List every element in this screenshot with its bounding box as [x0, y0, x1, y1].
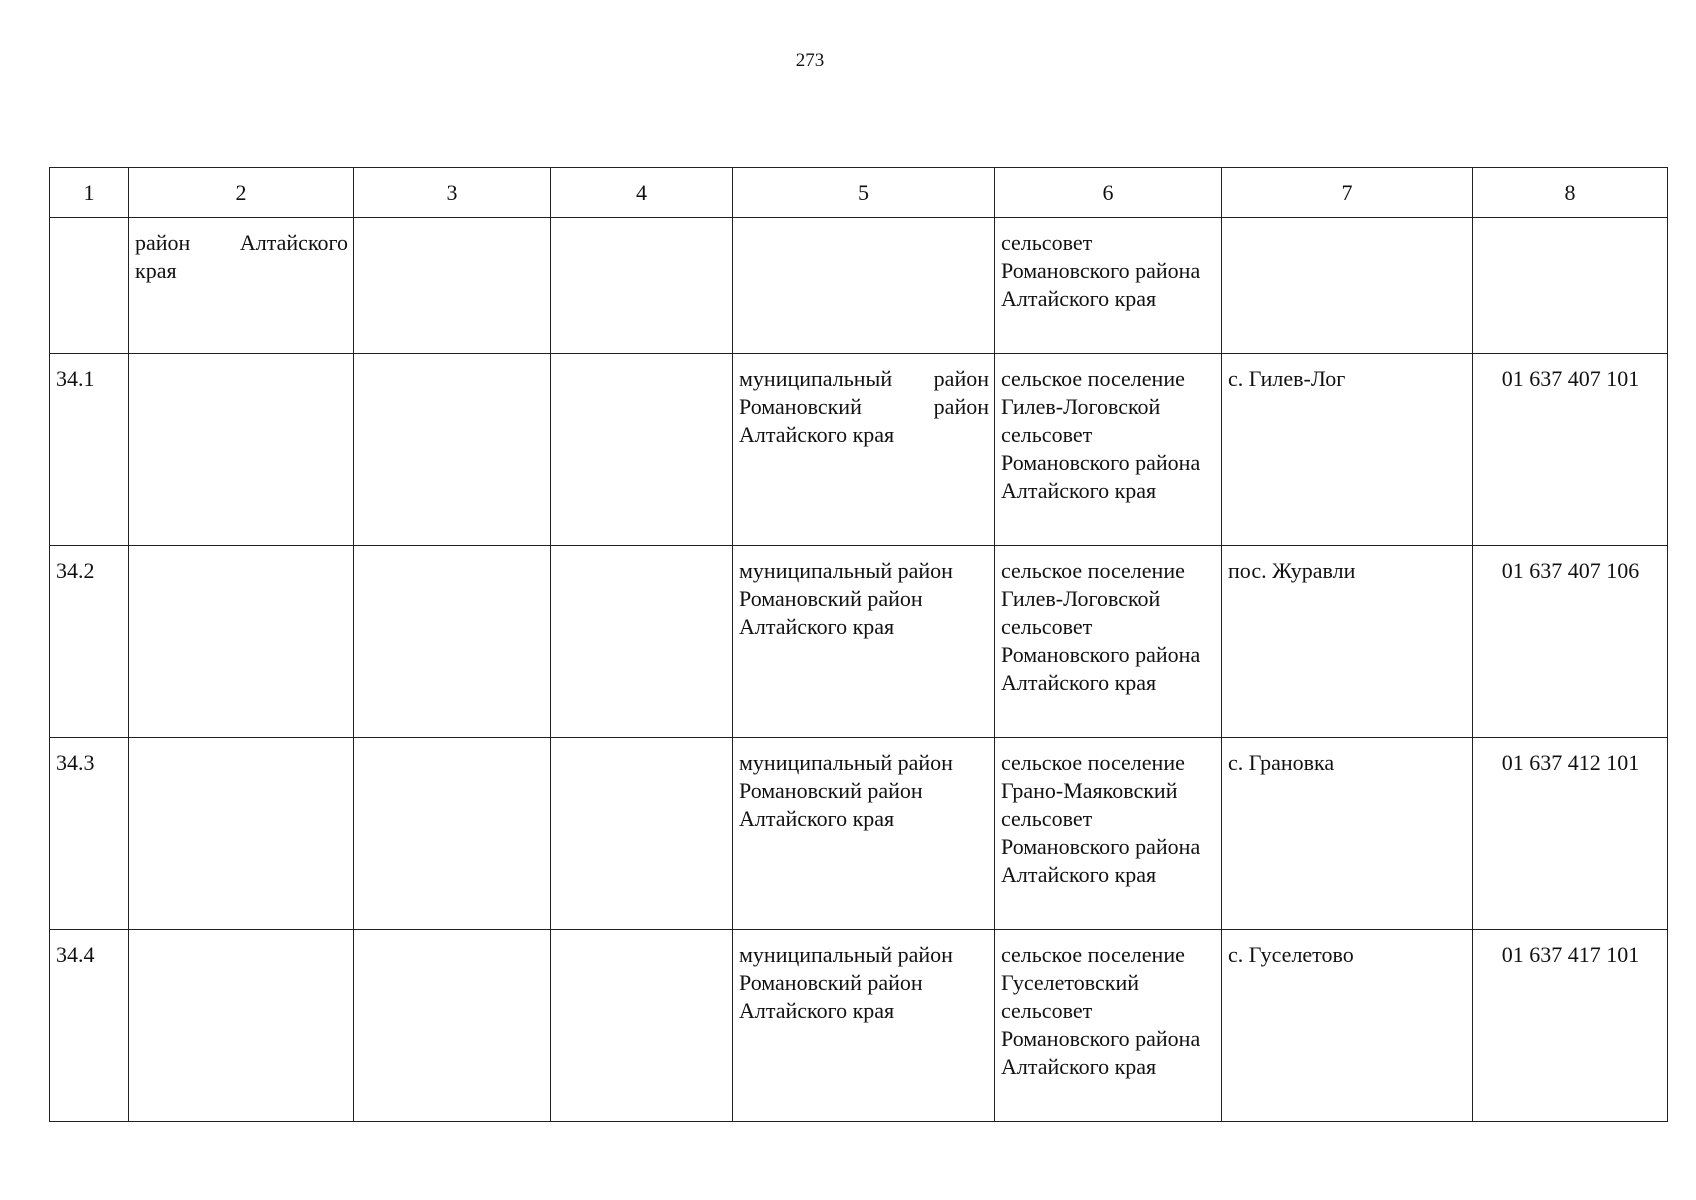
- column-3-cell: [354, 930, 551, 1122]
- oktmo-code-cell: 01 637 407 106: [1473, 546, 1668, 738]
- municipal-district-cell: [733, 218, 995, 354]
- column-4-cell: [551, 546, 733, 738]
- column-4-cell: [551, 738, 733, 930]
- oktmo-code-cell: [1473, 218, 1668, 354]
- column-2-cell: [129, 738, 354, 930]
- locality-cell: пос. Журавли: [1222, 546, 1473, 738]
- row-number-cell: 34.3: [50, 738, 129, 930]
- column-3-cell: [354, 738, 551, 930]
- municipal-district-cell: муниципальный район Романовский район Алтайского края: [733, 354, 995, 546]
- municipal-district-cell: муниципальный район Романовский район Алтайского края: [733, 738, 995, 930]
- column-3-cell: [354, 218, 551, 354]
- table-row: [50, 546, 1668, 738]
- column-2-cell: [129, 354, 354, 546]
- oktmo-code-cell: 01 637 407 101: [1473, 354, 1668, 546]
- row-number-cell: 34.1: [50, 354, 129, 546]
- settlement-cell: сельсовет Романовского района Алтайского края: [995, 218, 1222, 354]
- locality-cell: с. Гуселетово: [1222, 930, 1473, 1122]
- column-header-4: 4: [551, 168, 733, 218]
- settlement-cell: сельское поселение Грано-Маяковский сельсовет Романовского района Алтайского края: [995, 738, 1222, 930]
- settlement-cell: сельское поселение Гилев-Логовской сельсовет Романовского района Алтайского края: [995, 354, 1222, 546]
- district-cell: район Алтайского края: [129, 218, 354, 354]
- column-header-6: 6: [995, 168, 1222, 218]
- locality-cell: [1222, 218, 1473, 354]
- locality-cell: с. Грановка: [1222, 738, 1473, 930]
- column-header-3: 3: [354, 168, 551, 218]
- header-row: [50, 168, 1668, 218]
- table-row: [50, 738, 1668, 930]
- page-number: 273: [795, 50, 825, 71]
- municipal-district-cell: муниципальный район Романовский район Алтайского края: [733, 546, 995, 738]
- column-4-cell: [551, 218, 733, 354]
- locality-cell: с. Гилев-Лог: [1222, 354, 1473, 546]
- municipal-district-cell: муниципальный район Романовский район Алтайского края: [733, 930, 995, 1122]
- municipal-registry-table: [49, 167, 1668, 1122]
- column-2-cell: [129, 546, 354, 738]
- column-3-cell: [354, 546, 551, 738]
- table-row: [50, 930, 1668, 1122]
- row-number-cell: 34.2: [50, 546, 129, 738]
- table-row: [50, 354, 1668, 546]
- column-4-cell: [551, 930, 733, 1122]
- column-header-7: 7: [1222, 168, 1473, 218]
- column-4-cell: [551, 354, 733, 546]
- oktmo-code-cell: 01 637 412 101: [1473, 738, 1668, 930]
- settlement-cell: сельское поселение Гуселетовский сельсовет Романовского района Алтайского края: [995, 930, 1222, 1122]
- column-header-8: 8: [1473, 168, 1668, 218]
- table-row: [50, 218, 1668, 354]
- column-header-2: 2: [129, 168, 354, 218]
- column-2-cell: [129, 930, 354, 1122]
- column-header-5: 5: [733, 168, 995, 218]
- row-number-cell: [50, 218, 129, 354]
- row-number-cell: 34.4: [50, 930, 129, 1122]
- oktmo-code-cell: 01 637 417 101: [1473, 930, 1668, 1122]
- settlement-cell: сельское поселение Гилев-Логовской сельсовет Романовского района Алтайского края: [995, 546, 1222, 738]
- column-header-1: 1: [50, 168, 129, 218]
- column-3-cell: [354, 354, 551, 546]
